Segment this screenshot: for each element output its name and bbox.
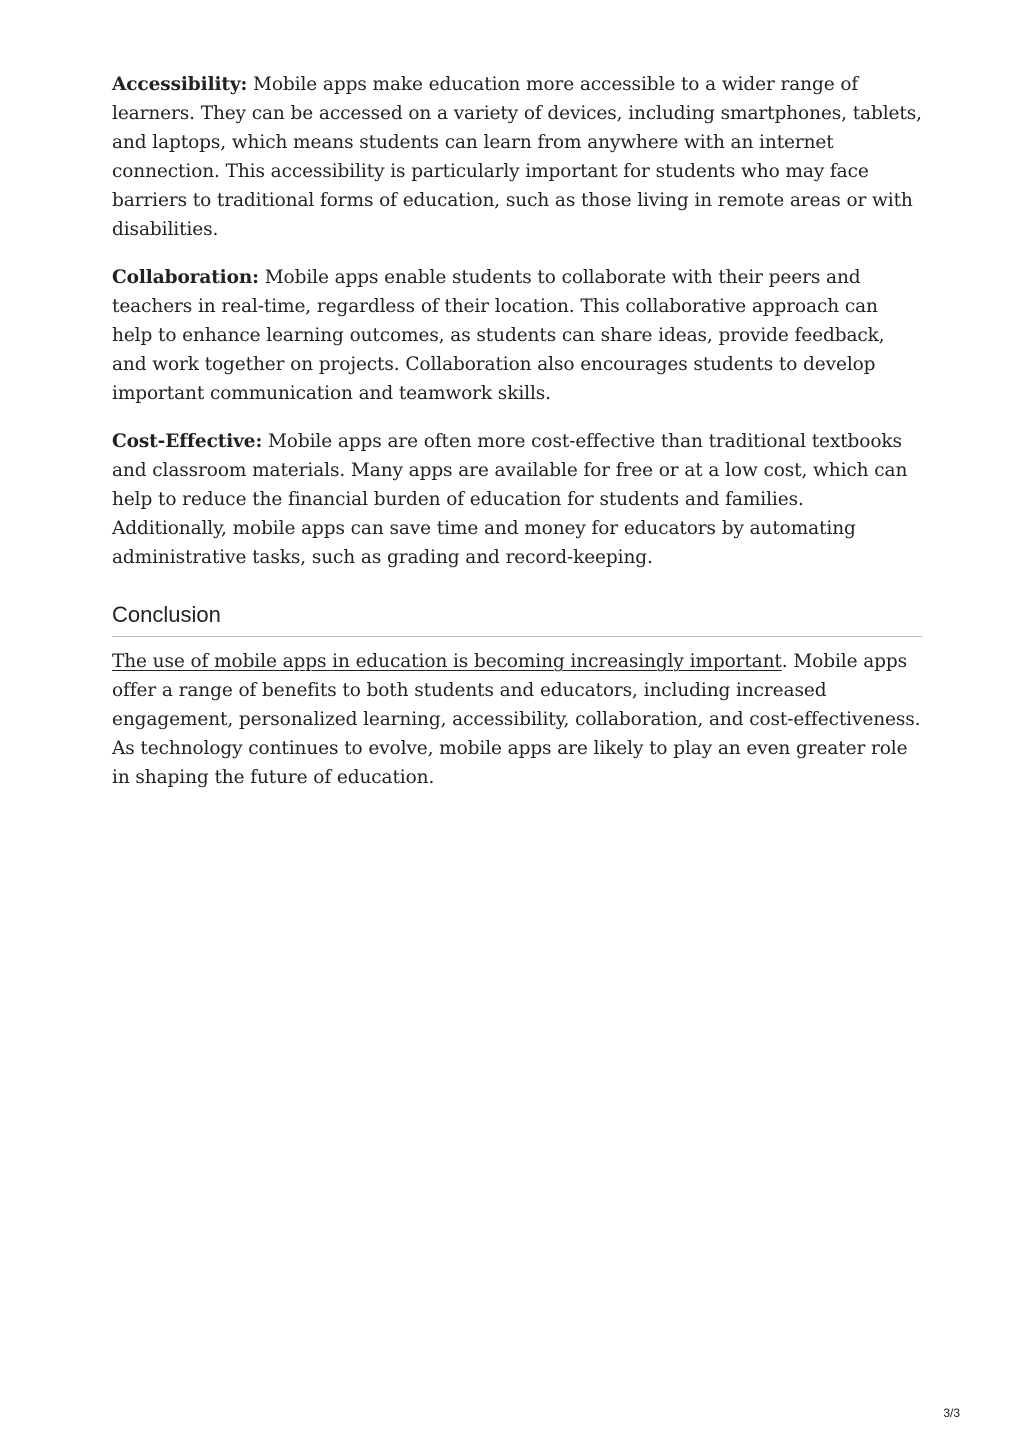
cost-effective-term: Cost-Effective:: [112, 431, 263, 452]
accessibility-term: Accessibility:: [112, 74, 248, 95]
conclusion-link[interactable]: The use of mobile apps in education is becoming increasingly important: [112, 651, 782, 672]
cost-effective-paragraph: [112, 427, 922, 572]
article-body: [112, 70, 922, 811]
page-number: 3/3: [943, 1406, 960, 1420]
collaboration-paragraph: [112, 263, 922, 408]
collaboration-term: Collaboration:: [112, 267, 259, 288]
accessibility-text: Mobile apps make education more accessible to a wider range of learners. They can be accessed on a variety of devices, including smartphones, tablets, and laptops, which means students can learn from anywhere with an internet connection. This accessibility is particularly important for students who may face barriers to traditional forms of education, such as those living in remote areas or with disabilities.: [112, 74, 922, 240]
conclusion-heading: Conclusion: [112, 601, 922, 637]
conclusion-text: . Mobile apps offer a range of benefits to both students and educators, including increased engagement, personalized learning, accessibility, collaboration, and cost-effectiveness. As technology continues to evolve, mobile apps are likely to play an even greater role in shaping the future of education.: [112, 651, 921, 788]
conclusion-paragraph: [112, 647, 922, 792]
collaboration-text: Mobile apps enable students to collaborate with their peers and teachers in real-time, regardless of their location. This collaborative approach can help to enhance learning outcomes, as students can share ideas, provide feedback, and work together on projects. Collaboration also encourages students to develop important communication and teamwork skills.: [112, 267, 885, 404]
cost-effective-text: Mobile apps are often more cost-effective than traditional textbooks and classroom materials. Many apps are available for free or at a low cost, which can help to reduce the financial burden of education for students and families. Additionally, mobile apps can save time and money for educators by automating administrative tasks, such as grading and record-keeping.: [112, 431, 908, 568]
accessibility-paragraph: [112, 70, 922, 244]
